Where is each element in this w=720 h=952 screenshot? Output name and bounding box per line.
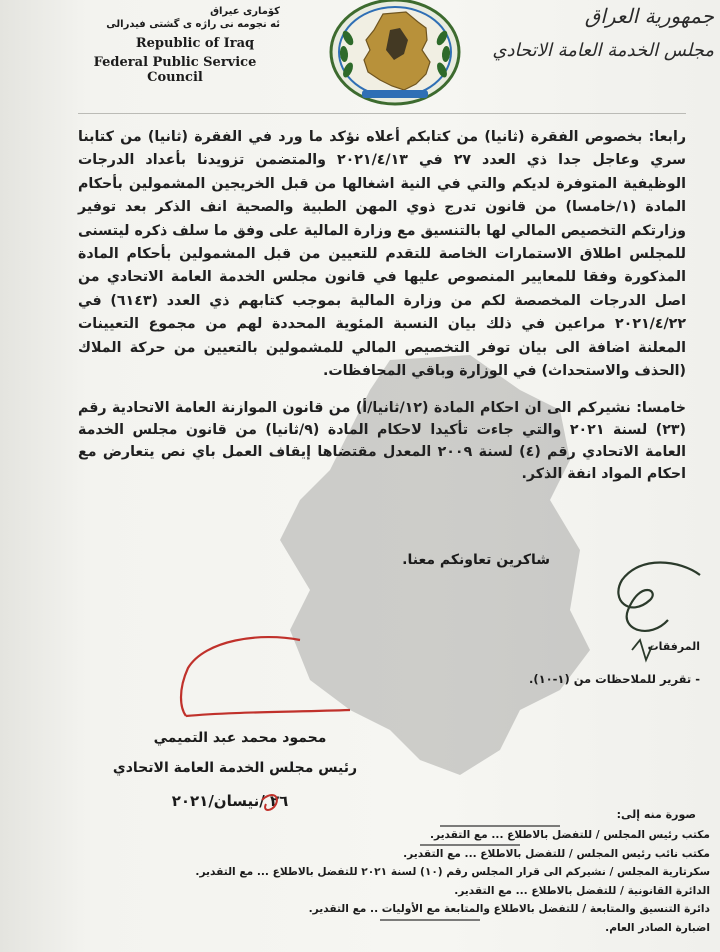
- header-arabic-line1: جمهورية العراق: [584, 4, 714, 28]
- attachments-item: - تقرير للملاحظات من (١-١٠).: [528, 672, 700, 686]
- header-arabic-line2: مجلس الخدمة العامة الاتحادي: [492, 40, 714, 61]
- copy-item: الدائرة القانونية / للتفضل بالاطلاع ... مع التقدير.: [454, 884, 710, 897]
- signatory-title: رئيس مجلس الخدمة العامة الاتحادي: [112, 760, 358, 776]
- copy-item: مكتب نائب رئيس المجلس / للتفضل بالاطلاع ... مع التقدير.: [403, 847, 710, 860]
- copy-item: دائرة التنسيق والمتابعة / للتفضل بالاطلاع والمتابعة مع الأوليات .. مع التقدير.: [308, 903, 710, 916]
- closing-thanks: شاكرين تعاونكم معنا.: [402, 552, 550, 568]
- copy-item: سكرتارية المجلس / نشيركم الى قرار المجلس رقم (١٠) لسنة ٢٠٢١ للتفضل بالاطلاع ... مع التقدير.: [195, 866, 710, 879]
- header-left: [70, 4, 280, 85]
- signature-date: ٢٦ /نيسان/٢٠٢١: [171, 792, 289, 810]
- header-english-line2: Federal Public Service Council: [93, 55, 257, 85]
- copy-item: مكتب رئيس المجلس / للتفضل بالاطلاع ... مع التقدير.: [429, 829, 710, 841]
- council-emblem-logo: [328, 0, 462, 110]
- copies-heading: صورة منه إلى:: [616, 808, 696, 821]
- header-kurdish-line1: کۆماری عیراق: [210, 6, 280, 17]
- header-kurdish-line2: ئه نجومه نی راژه ی گشتی فیدرالی: [106, 19, 280, 30]
- letter-body: [78, 126, 686, 485]
- header-right: [492, 0, 716, 80]
- copy-item: اضبارة الصادر العام.: [605, 921, 710, 934]
- signatory-name: محمود محمد عبد التميمي: [153, 730, 327, 746]
- paragraph-fifth: خامسا: نشيركم الى ان احكام المادة (١٢/ثانيا/أ) من قانون الموازنة العامة الاتحادية رقم (٢٣) لسنة ٢٠٢١ والتي جاءت تأكيدا لاحكام المادة (٩/ثانيا) من قانون مجلس الخدمة العامة الاتحادي رقم (٤) لسنة ٢٠٠٩ المعدل مقتضاها إيقاف العمل باي نص يتعارض مع احكام المواد انفة الذكر.: [78, 400, 687, 483]
- header-divider: [78, 113, 686, 114]
- copies-list: [195, 826, 710, 938]
- green-initial-signature: [618, 563, 700, 631]
- header-english-line1: Republic of Iraq: [135, 36, 255, 51]
- paragraph-fourth: رابعا: بخصوص الفقرة (ثانيا) من كتابكم أعلاه نؤكد ما ورد في الفقرة (ثانيا) من كتابنا سري وعاجل جدا ذي العدد ٢٧ في ٢٠٢١/٤/١٣ والمتضمن تزويدنا بأعداد الدرجات الوظيفية المتوفرة لديكم والتي في النية اشغالها من قبل الخريجين المشمولين بأحكام المادة (١/خامسا) من قانون تدرج ذوي المهن الطبية والصحية انف الذكر بعد توفير وزارتكم التخصيص المالي لها بالتنسيق مع وزارة المالية على وفق ما سلف ذكره ليتسنى للمجلس اطلاق الاستمارات الخاصة للتقدم للتعيين من قبل المشمولين بأحكام المادة المذكورة وفقا للمعايير المنصوص عليها في قانون مجلس الخدمة العامة الاتحادي من اصل الدرجات المخصصة لكم من وزارة المالية بموجب كتابهم ذي العدد (٦١٤٣) في ٢٠٢١/٤/٢٢ مراعين في ذلك بيان النسبة المئوية المحددة لهم من مجموع التعيينات المعلنة اضافة الى بيان توفر التخصيص المالي للمشمولين بالتعيين من حركة الملاك (الحذف والاستحداث) في الوزارة وباقي المحافظات.: [78, 129, 687, 380]
- attachments-heading: المرفقات: [647, 640, 700, 653]
